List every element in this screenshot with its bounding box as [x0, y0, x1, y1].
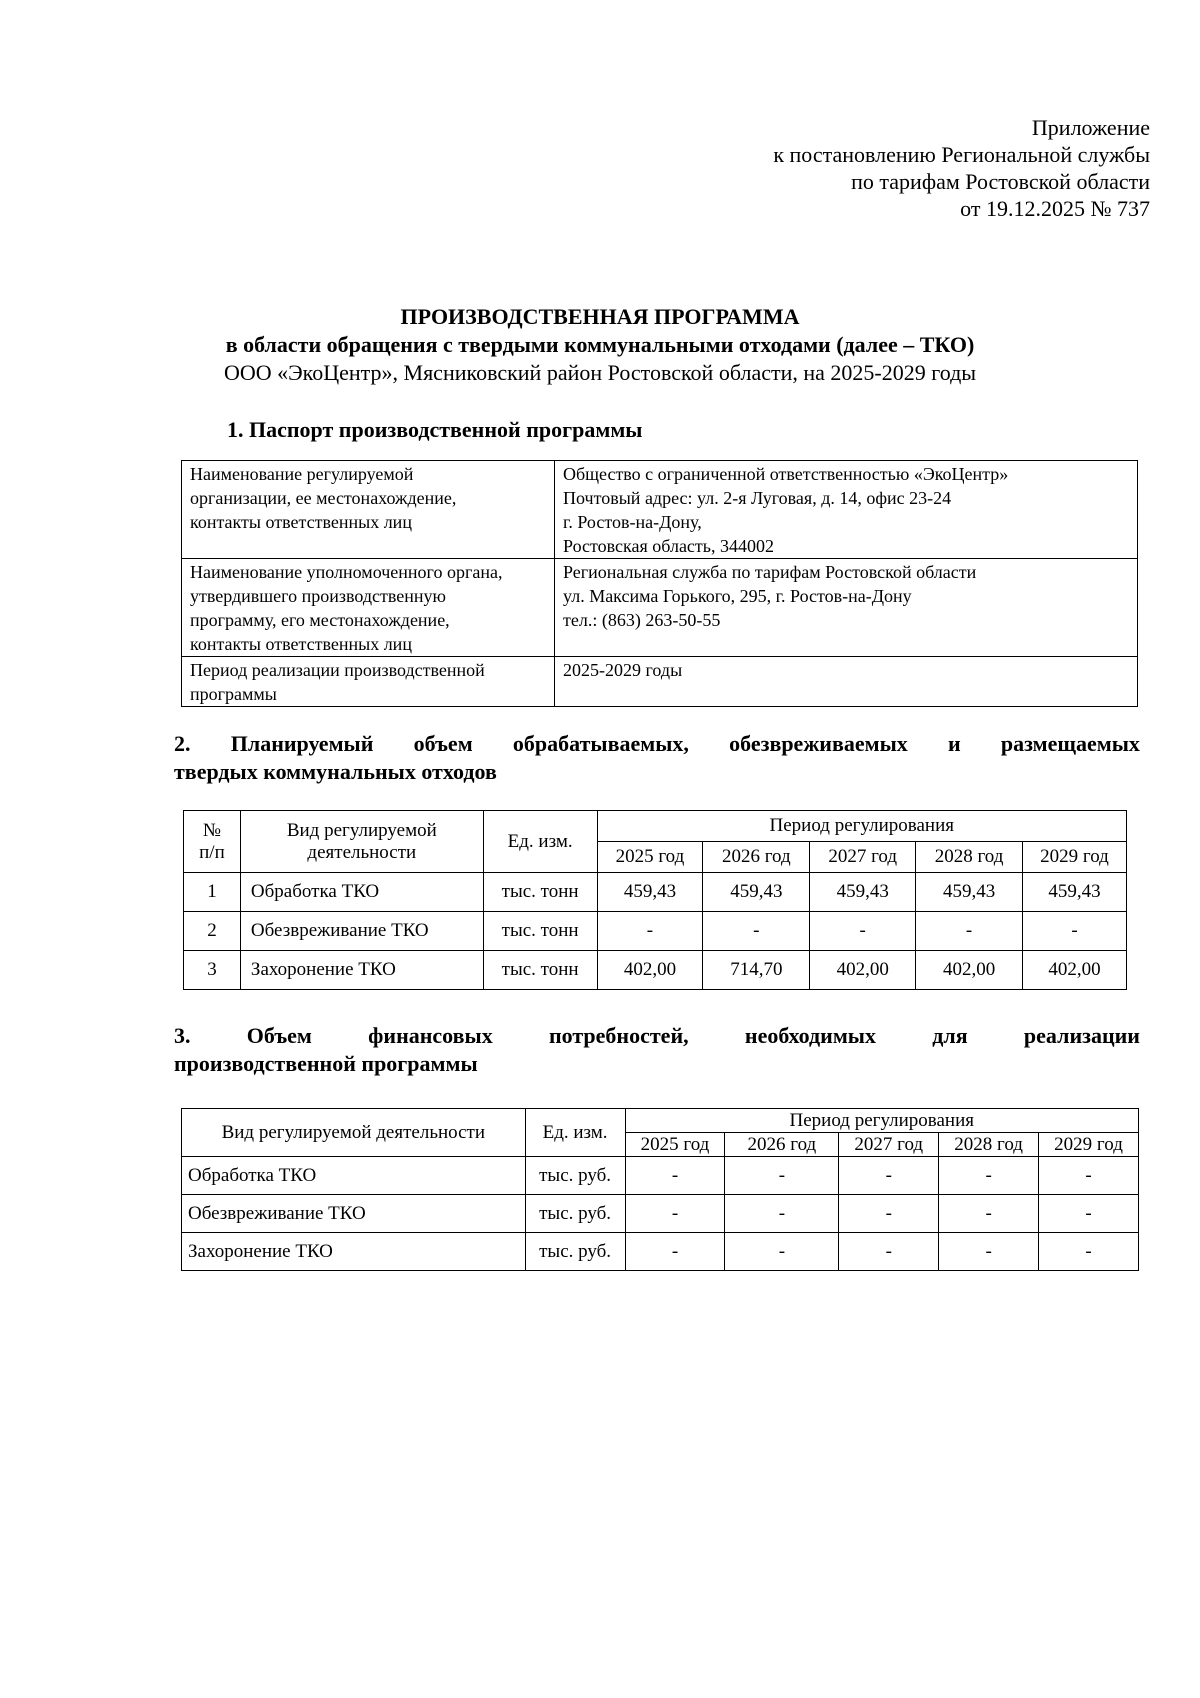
heading-word: потребностей, [548, 1023, 689, 1048]
row-value: 714,70 [703, 951, 810, 990]
year-header: 2026 год [725, 1133, 839, 1157]
year-header: 2026 год [703, 842, 810, 873]
row-value: 459,43 [703, 873, 810, 912]
section3-heading [174, 1022, 1140, 1078]
col-num-header-line: № [202, 819, 222, 841]
year-header: 2028 год [939, 1133, 1039, 1157]
row-unit: тыс. руб. [525, 1233, 625, 1271]
row-value: 402,00 [597, 951, 703, 990]
row-num: 1 [184, 873, 241, 912]
table-row [184, 912, 1127, 951]
passport-table [181, 460, 1138, 707]
heading-word: обезвреживаемых [729, 731, 908, 756]
row-activity: Обработка ТКО [240, 873, 483, 912]
appendix-block [630, 114, 1150, 222]
row-value: - [939, 1157, 1039, 1195]
year-header: 2029 год [1023, 842, 1127, 873]
row-value: - [625, 1157, 725, 1195]
passport-value-line: Почтовый адрес: ул. 2-я Луговая, д. 14, офис 23-24 [563, 488, 952, 508]
document-title-block [150, 303, 1050, 386]
year-header: 2025 год [597, 842, 703, 873]
year-header: 2025 год [625, 1133, 725, 1157]
col-num-header [184, 811, 241, 873]
section2-heading [174, 730, 1140, 786]
volume-table [183, 810, 1127, 990]
col-activity-header: Вид регулируемой деятельности [182, 1109, 526, 1157]
passport-label-line: Период реализации производственной [190, 660, 485, 680]
passport-row [182, 461, 1138, 559]
col-unit-header: Ед. изм. [483, 811, 597, 873]
passport-value-cell [555, 657, 1138, 707]
passport-label-line: контакты ответственных лиц [190, 512, 412, 532]
row-value: 402,00 [1023, 951, 1127, 990]
heading-word: финансовых [368, 1023, 493, 1048]
row-activity: Обработка ТКО [182, 1157, 526, 1195]
row-value: 459,43 [597, 873, 703, 912]
col-activity-header [240, 811, 483, 873]
passport-label-line: утвердившего производственную [190, 586, 446, 606]
year-header: 2027 год [839, 1133, 939, 1157]
heading-word: Планируемый [230, 731, 374, 756]
row-activity: Обезвреживание ТКО [182, 1195, 526, 1233]
passport-label-line: организации, ее местонахождение, [190, 488, 457, 508]
table-row [182, 1157, 1139, 1195]
row-value: 459,43 [810, 873, 916, 912]
section3-heading-line1 [174, 1022, 1140, 1050]
row-value: - [939, 1233, 1039, 1271]
row-activity: Захоронение ТКО [182, 1233, 526, 1271]
heading-word: 3. [174, 1023, 191, 1048]
year-header: 2029 год [1039, 1133, 1139, 1157]
heading-word: обрабатываемых, [512, 731, 689, 756]
row-num: 2 [184, 912, 241, 951]
appendix-line: от 19.12.2025 № 737 [960, 196, 1150, 221]
row-value: - [703, 912, 810, 951]
col-activity-header-line: деятельности [307, 841, 417, 863]
document-title: ПРОИЗВОДСТВЕННАЯ ПРОГРАММА [400, 304, 800, 329]
appendix-line: Приложение [1031, 115, 1150, 140]
row-value: - [839, 1157, 939, 1195]
table-row [182, 1233, 1139, 1271]
row-unit: тыс. тонн [483, 951, 597, 990]
passport-label-line: Наименование регулируемой [190, 464, 414, 484]
year-header: 2027 год [810, 842, 916, 873]
table-row [184, 873, 1127, 912]
row-value: - [839, 1195, 939, 1233]
row-activity: Обезвреживание ТКО [240, 912, 483, 951]
passport-value-cell [555, 559, 1138, 657]
row-value: - [625, 1195, 725, 1233]
col-num-header-line: п/п [199, 841, 225, 863]
heading-word: 2. [174, 731, 191, 756]
row-value: - [839, 1233, 939, 1271]
passport-value-line: 2025-2029 годы [563, 660, 683, 680]
appendix-line: по тарифам Ростовской области [851, 169, 1150, 194]
passport-value-line: г. Ростов-на-Дону, [563, 512, 702, 532]
row-unit: тыс. тонн [483, 873, 597, 912]
heading-word: для [932, 1023, 968, 1048]
row-value: - [725, 1195, 839, 1233]
row-value: 402,00 [916, 951, 1023, 990]
passport-value-cell [555, 461, 1138, 559]
passport-row [182, 657, 1138, 707]
passport-value-line: ул. Максима Горького, 295, г. Ростов-на-Дону [563, 586, 912, 606]
row-activity: Захоронение ТКО [240, 951, 483, 990]
passport-value-line: тел.: (863) 263-50-55 [563, 610, 721, 630]
passport-label-line: программу, его местонахождение, [190, 610, 450, 630]
row-value: - [939, 1195, 1039, 1233]
section1-heading: 1. Паспорт производственной программы [227, 417, 643, 442]
row-value: - [810, 912, 916, 951]
passport-label-line: Наименование уполномоченного органа, [190, 562, 503, 582]
document-organization: ООО «ЭкоЦентр», Мясниковский район Ростовской области, на 2025-2029 годы [223, 360, 977, 385]
row-value: - [916, 912, 1023, 951]
period-header: Период регулирования [625, 1109, 1138, 1133]
section2-heading-line2: твердых коммунальных отходов [174, 759, 497, 784]
passport-value-line: Региональная служба по тарифам Ростовской области [563, 562, 977, 582]
passport-value-line: Ростовская область, 344002 [563, 536, 774, 556]
year-header: 2028 год [916, 842, 1023, 873]
row-value: 459,43 [1023, 873, 1127, 912]
passport-label-cell [182, 559, 555, 657]
passport-row [182, 559, 1138, 657]
row-value: - [1039, 1233, 1139, 1271]
heading-word: Объем [246, 1023, 312, 1048]
row-unit: тыс. руб. [525, 1195, 625, 1233]
section2-heading-line1 [174, 730, 1140, 758]
row-num: 3 [184, 951, 241, 990]
table-row [184, 951, 1127, 990]
heading-word: объем [413, 731, 473, 756]
row-value: - [597, 912, 703, 951]
heading-word: размещаемых [1000, 731, 1140, 756]
row-value: - [1039, 1157, 1139, 1195]
passport-label-line: программы [190, 684, 277, 704]
appendix-line: к постановлению Региональной службы [773, 142, 1150, 167]
finance-table [181, 1108, 1139, 1271]
passport-value-line: Общество с ограниченной ответственностью «ЭкоЦентр» [563, 464, 1009, 484]
row-unit: тыс. тонн [483, 912, 597, 951]
heading-word: необходимых [744, 1023, 876, 1048]
col-activity-header-line: Вид регулируемой [286, 819, 437, 841]
row-value: 459,43 [916, 873, 1023, 912]
row-value: - [725, 1157, 839, 1195]
row-value: - [1039, 1195, 1139, 1233]
heading-word: реализации [1023, 1023, 1140, 1048]
heading-word: и [948, 731, 961, 756]
section3-heading-line2: производственной программы [174, 1051, 478, 1076]
row-value: 402,00 [810, 951, 916, 990]
passport-label-line: контакты ответственных лиц [190, 634, 412, 654]
row-value: - [625, 1233, 725, 1271]
row-value: - [1023, 912, 1127, 951]
document-subtitle: в области обращения с твердыми коммунальными отходами (далее – ТКО) [225, 332, 975, 357]
period-header: Период регулирования [597, 811, 1126, 842]
row-unit: тыс. руб. [525, 1157, 625, 1195]
passport-label-cell [182, 461, 555, 559]
col-unit-header: Ед. изм. [525, 1109, 625, 1157]
table-row [182, 1195, 1139, 1233]
passport-label-cell [182, 657, 555, 707]
row-value: - [725, 1233, 839, 1271]
